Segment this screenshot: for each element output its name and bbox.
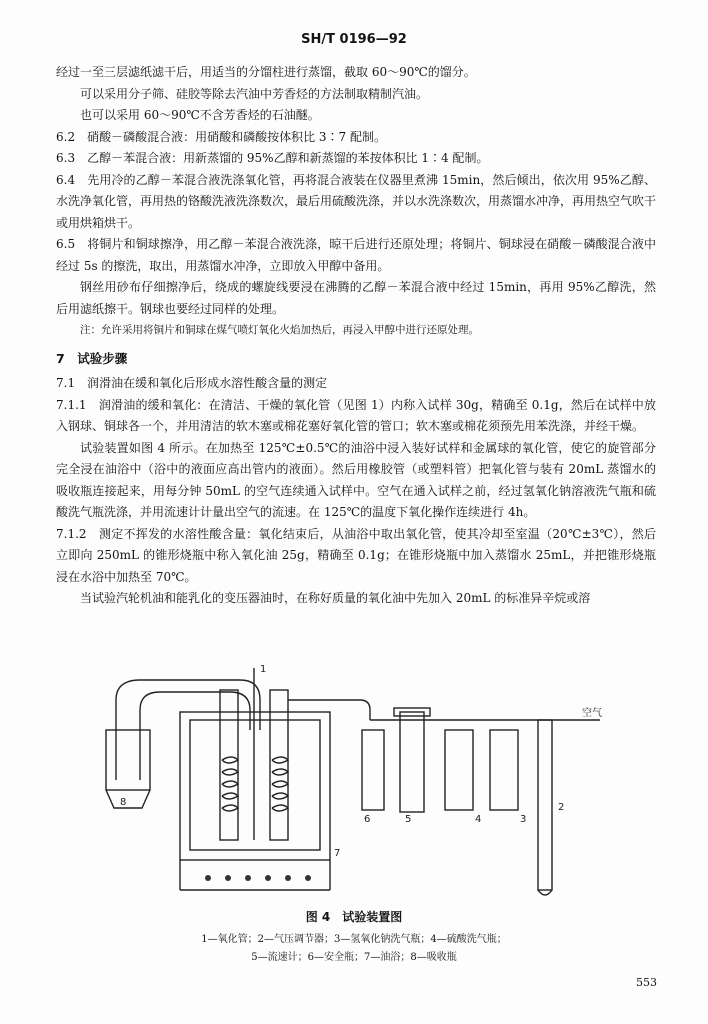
note: 注：允许采用将铜片和铜球在煤气喷灯氧化火焰加热后，再浸入甲醇中进行还原处理。 — [80, 324, 479, 336]
page-number: 553 — [636, 976, 657, 989]
paragraph: 6.3 乙醇－苯混合液：用新蒸馏的 95%乙醇和新蒸馏的苯按体积比 1∶4 配制。 — [56, 151, 489, 165]
part-number: 3 — [520, 814, 527, 825]
body-text — [56, 62, 656, 610]
pressure-regulator — [538, 720, 552, 890]
paragraph: 也可以采用 60～90℃不含芳香烃的石油醚。 — [80, 108, 320, 122]
page-header: SH/T 0196—92 — [301, 32, 407, 47]
paragraph: 7.1.1 润滑油的缓和氧化：在清洁、干燥的氧化管（见图 1）内称入试样 30g，精确至 0.1g，然后在试样中放入钢球、铜球各一个，并用清洁的软木塞或棉花塞好氧化管的管口；软木塞或棉花须预先用苯洗涤，并经干燥。 — [56, 397, 656, 433]
part-number: 8 — [120, 797, 127, 808]
oil-bath — [190, 720, 320, 850]
paragraph: 6.2 硝酸－磷酸混合液：用硝酸和磷酸按体积比 3∶7 配制。 — [56, 129, 386, 144]
paragraph: 可以采用分子筛、硅胶等除去汽油中芳香烃的方法制取精制汽油。 — [80, 86, 429, 101]
sodium-hydroxide-wash-bottle — [490, 730, 518, 810]
figure-legend: 1—氧化管；2—气压调节器；3—氢氧化钠洗气瓶；4—硫酸洗气瓶； — [201, 934, 507, 945]
paragraph: 试验装置如图 4 所示。在加热至 125℃±0.5℃的油浴中浸入装好试样和金属球的氧化管，使它的旋管部分完全浸在油浴中（浴中的液面应高出管内的液面）。然后用橡胶管（或塑料管）把氧化管与装有 20mL 蒸馏水的吸收瓶连接起来，用每分钟 50mL 的空气连续通入试样中。空气在通入试样之前，经过氢氧化钠溶液洗气瓶和硫酸洗气瓶洗涤，并用流速计计量出空气的流速。在 125℃的温度下氧化操作连续进行 4h。 — [56, 440, 656, 519]
paragraph: 7.1.2 测定不挥发的水溶性酸含量：氧化结束后，从油浴中取出氧化管，使其冷却至室温（20℃±3℃），然后立即向 250mL 的锥形烧瓶中称入氧化油 25g，精确至 0.1g；在锥形烧瓶中加入蒸馏水 25mL，并把锥形烧瓶浸在水浴中加热至 70℃。 — [56, 526, 656, 584]
section-title: 7 试验步骤 — [56, 350, 128, 366]
paragraph: 钢丝用砂布仔细擦净后，绕成的螺旋线要浸在沸腾的乙醇－苯混合液中经过 15min，再用 95%乙醇洗，然后用滤纸擦干。钢球也要经过同样的处理。 — [56, 280, 656, 316]
part-number: 4 — [475, 814, 482, 825]
sulfuric-acid-wash-bottle — [445, 730, 473, 810]
absorption-bottle — [106, 730, 150, 790]
paragraph: 6.5 将铜片和铜球擦净，用乙醇－苯混合液洗涤，晾干后进行还原处理；将铜片、铜球浸在硝酸－磷酸混合液中经过 5s 的擦洗，取出，用蒸馏水冲净，立即放入甲醇中备用。 — [56, 237, 656, 273]
figure-caption: 图 4 试验装置图 — [305, 910, 403, 924]
part-number: 6 — [364, 814, 371, 825]
apparatus-figure — [100, 660, 620, 910]
flowmeter — [400, 712, 424, 812]
paragraph: 经过一至三层滤纸滤干后，用适当的分馏柱进行蒸馏，截取 60～90℃的馏分。 — [56, 65, 476, 79]
part-number: 5 — [405, 814, 412, 825]
paragraph: 7.1 润滑油在缓和氧化后形成水溶性酸含量的测定 — [56, 376, 328, 390]
part-number: 2 — [558, 802, 565, 813]
paragraph: 6.4 先用冷的乙醇－苯混合液洗涤氧化管，再将混合液装在仪器里煮沸 15min，然后倾出，依次用 95%乙醇、水洗净氧化管，再用热的铬酸洗液洗涤数次，最后用硫酸洗涤，并以水洗涤数次，用蒸馏水冲净，再用热空气吹干或用烘箱烘干。 — [56, 172, 657, 230]
part-number: 7 — [334, 848, 341, 859]
air-label: 空气 — [582, 708, 602, 719]
paragraph: 当试验汽轮机油和能乳化的变压器油时，在称好质量的氧化油中先加入 20mL 的标准异辛烷或溶 — [80, 591, 591, 605]
safety-bottle — [362, 730, 384, 810]
figure-legend: 5—流速计；6—安全瓶；7—油浴；8—吸收瓶 — [251, 952, 457, 963]
part-number: 1 — [260, 664, 267, 675]
